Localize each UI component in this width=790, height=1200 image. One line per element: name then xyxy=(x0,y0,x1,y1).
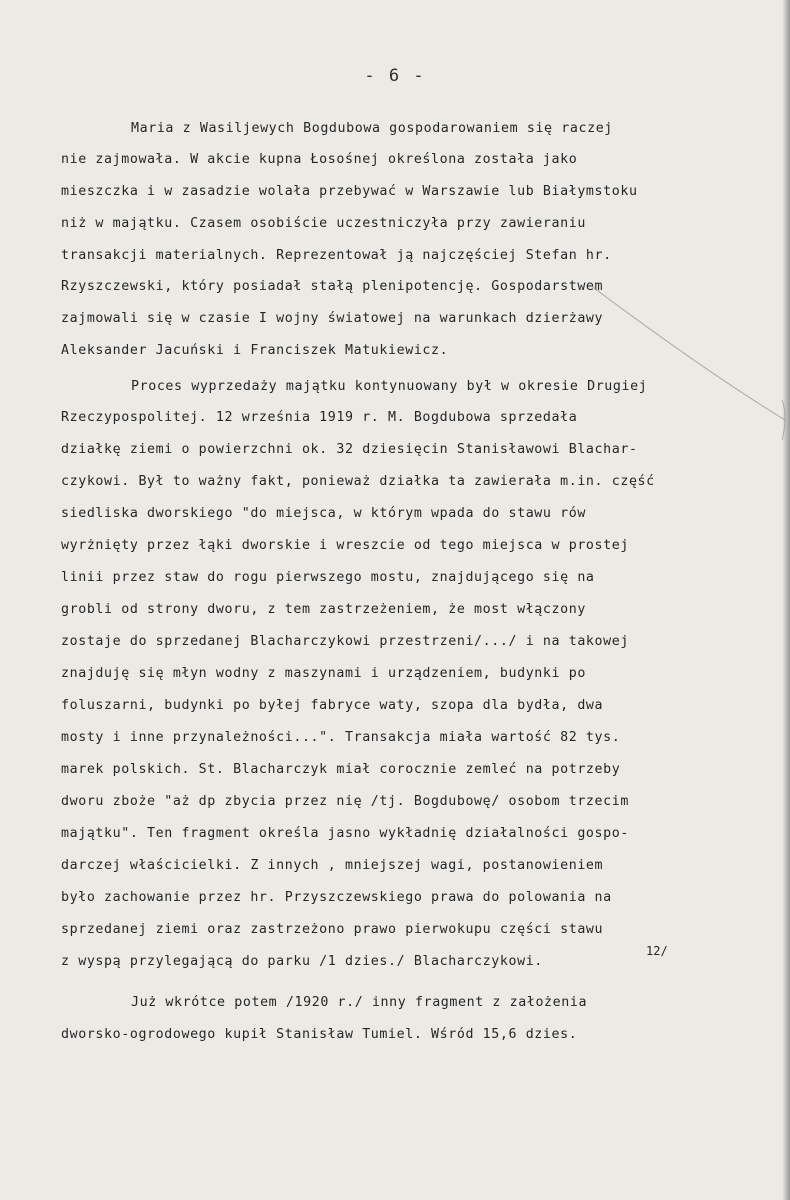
text-line: było zachowanie przez hr. Przyszczewskiego prawa do polowania na xyxy=(61,890,612,905)
text-line: dworsko-ogrodowego kupił Stanisław Tumiel. Wśród 15,6 dzies. xyxy=(61,1027,578,1042)
text-line: grobli od strony dworu, z tem zastrzeżeniem, że most włączony xyxy=(61,602,586,617)
text-line: zajmowali się w czasie I wojny światowej na warunkach dzierżawy xyxy=(61,311,604,326)
text-line: Aleksander Jacuński i Franciszek Matukiewicz. xyxy=(61,343,449,358)
text-line: darczej właścicielki. Z innych , mniejszej wagi, postanowieniem xyxy=(61,858,604,873)
text-line: transakcji materialnych. Reprezentował ją najczęściej Stefan hr. xyxy=(61,248,612,263)
footnote-reference: 12/ xyxy=(646,944,668,958)
text-line: dworu zboże "aż dp zbycia przez nię /tj. Bogdubowę/ osobom trzecim xyxy=(61,794,629,809)
text-line: Proces wyprzedaży majątku kontynuowany był w okresie Drugiej xyxy=(131,379,648,394)
text-line: Rzyszczewski, który posiadał stałą plenipotencję. Gospodarstwem xyxy=(61,279,604,294)
text-line: wyrżnięty przez łąki dworskie i wreszcie od tego miejsca w prostej xyxy=(61,538,629,553)
text-line: zostaje do sprzedanej Blacharczykowi przestrzeni/.../ i na takowej xyxy=(61,634,629,649)
text-line: Już wkrótce potem /1920 r./ inny fragment z założenia xyxy=(131,995,588,1010)
text-line: siedliska dworskiego "do miejsca, w którym wpada do stawu rów xyxy=(61,506,586,521)
page-number: - 6 - xyxy=(364,66,426,86)
text-line: foluszarni, budynki po byłej fabryce waty, szopa dla bydła, dwa xyxy=(61,698,604,713)
text-line: sprzedanej ziemi oraz zastrzeżono prawo pierwokupu części stawu xyxy=(61,922,604,937)
text-line: niż w majątku. Czasem osobiście uczestniczyła przy zawieraniu xyxy=(61,216,586,231)
text-line: linii przez staw do rogu pierwszego mostu, znajdującego się na xyxy=(61,570,595,585)
text-line: majątku". Ten fragment określa jasno wykładnię działalności gospo- xyxy=(61,826,629,841)
text-line: znajduję się młyn wodny z maszynami i urządzeniem, budynki po xyxy=(61,666,586,681)
text-line: działkę ziemi o powierzchni ok. 32 dziesięcin Stanisławowi Blachar- xyxy=(61,442,638,457)
text-line: mieszczka i w zasadzie wolała przebywać w Warszawie lub Białymstoku xyxy=(61,184,638,199)
text-line: marek polskich. St. Blacharczyk miał corocznie zemleć na potrzeby xyxy=(61,762,621,777)
text-line: Rzeczypospolitej. 12 września 1919 r. M. Bogdubowa sprzedała xyxy=(61,410,578,425)
text-line: z wyspą przylegającą do parku /1 dzies./ Blacharczykowi. xyxy=(61,954,543,969)
text-line: czykowi. Był to ważny fakt, ponieważ działka ta zawierała m.in. część xyxy=(61,474,655,489)
text-line: mosty i inne przynależności...". Transakcja miała wartość 82 tys. xyxy=(61,730,621,745)
text-line: Maria z Wasiljewych Bogdubowa gospodarowaniem się raczej xyxy=(131,121,613,136)
text-line: nie zajmowała. W akcie kupna Łosośnej określona została jako xyxy=(61,152,578,167)
